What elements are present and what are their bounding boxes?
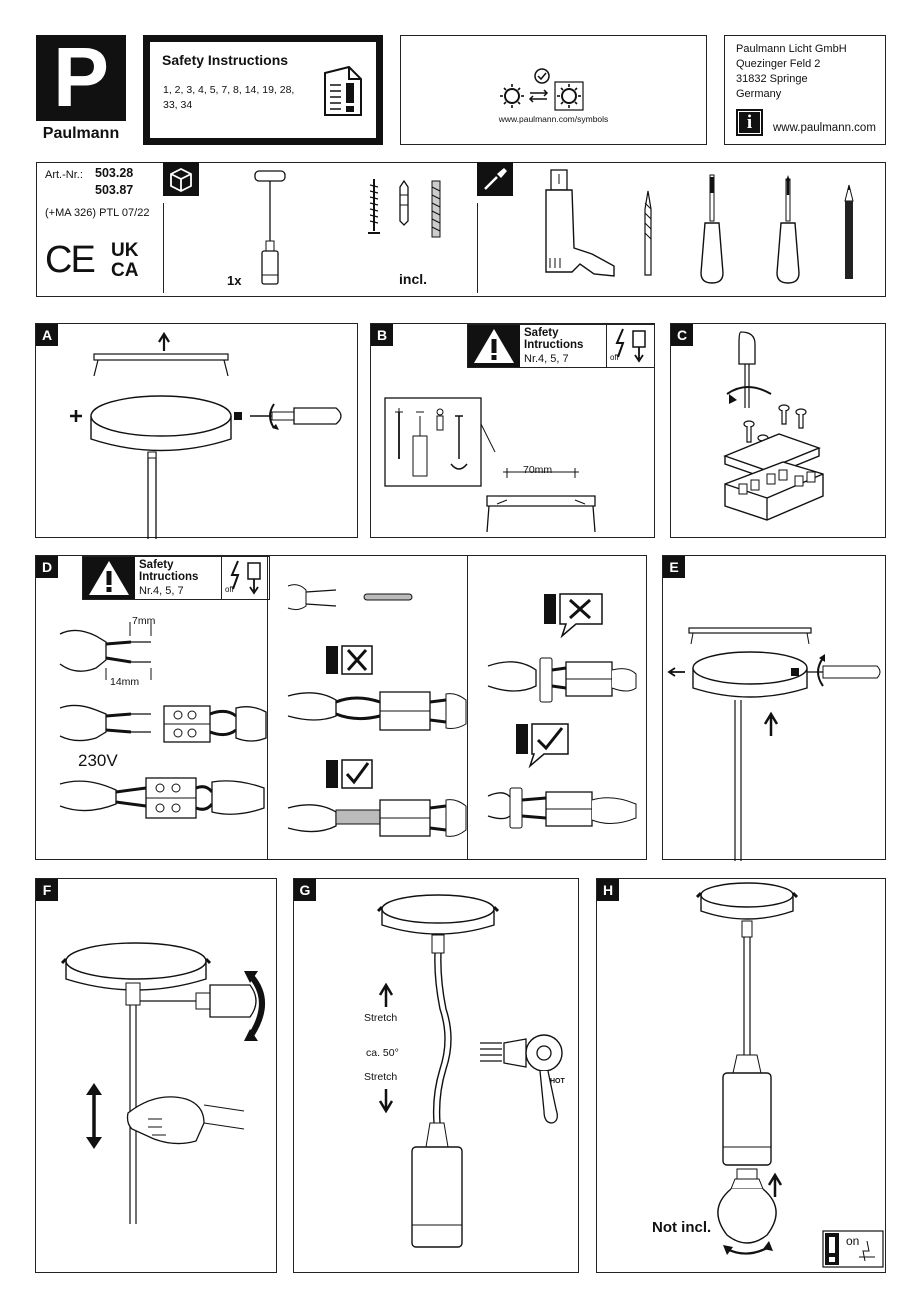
power-on-label: on [846, 1234, 860, 1248]
symbols-box [400, 35, 707, 145]
divider [477, 203, 478, 293]
safety-instructions-box [143, 35, 383, 145]
step-a-drawing [36, 324, 359, 539]
divider [163, 203, 164, 293]
stretch-bottom-label: Stretch [364, 1071, 398, 1083]
tools-icon [477, 162, 513, 196]
safety-numbers-line2: 33, 34 [163, 99, 193, 111]
variant-code: (+MA 326) PTL 07/22 [45, 207, 150, 219]
warning-nr: Nr.4, 5, 7 [524, 353, 569, 365]
power-off-label: off [225, 585, 234, 594]
art-nr-label: Art.-Nr.: [45, 169, 83, 181]
step-h-panel [596, 878, 886, 1273]
step-d-wiring-drawing [36, 556, 648, 861]
step-g-panel [293, 878, 579, 1273]
company-street: Quezinger Feld 2 [736, 58, 821, 70]
warning-nr: Nr.4, 5, 7 [139, 585, 184, 597]
step-c-drawing [671, 324, 887, 539]
pencil-drawing [842, 183, 856, 283]
power-off-label: off [610, 353, 619, 362]
step-a-label: A [36, 324, 58, 346]
company-website: www.paulmann.com [773, 122, 876, 134]
ukca-line2: CA [111, 260, 139, 281]
package-icon [163, 162, 199, 196]
art-nr-2: 503.87 [95, 183, 134, 197]
sun-symbols-icon [497, 66, 587, 111]
step-g-drawing [294, 879, 580, 1274]
ukca-line1: UK [111, 240, 139, 261]
stretch-top-label: Stretch [364, 1012, 398, 1024]
step-b-drawing [371, 324, 656, 539]
step-c-label: C [671, 324, 693, 346]
hot-label: HOT [550, 1078, 565, 1085]
company-name: Paulmann Licht GmbH [736, 43, 847, 55]
paulmann-logo [36, 30, 126, 147]
art-nr-1: 503.28 [95, 166, 134, 180]
step-a-panel [35, 323, 358, 538]
step-b-label: B [371, 324, 393, 346]
step-f-label: F [36, 879, 58, 901]
logo-letter: P [52, 30, 110, 124]
step-f-panel [35, 878, 277, 1273]
product-info-box [36, 162, 886, 297]
symbols-url: www.paulmann.com/symbols [498, 114, 609, 124]
step-e-drawing [663, 556, 887, 861]
drill-drawing [542, 168, 622, 283]
voltage-label: 230V [78, 751, 118, 770]
step-e-label: E [663, 556, 685, 578]
angle-label: ca. 50° [366, 1047, 399, 1059]
step-b-panel [370, 323, 655, 538]
document-warning-icon [323, 65, 363, 117]
step-h-drawing [597, 879, 887, 1274]
step-h-label: H [597, 879, 619, 901]
safety-instructions-title: Safety Instructions [162, 52, 289, 68]
phillips-screwdriver-drawing [773, 173, 803, 288]
company-city: 31832 Springe [736, 73, 808, 85]
step-e-panel [662, 555, 886, 860]
warning-title-1: Safety [139, 559, 174, 571]
company-box [724, 35, 886, 145]
strip-length-short: 7mm [132, 615, 156, 627]
info-icon: i [736, 109, 763, 136]
ce-mark: CE [45, 239, 94, 281]
drill-bit-drawing [642, 189, 654, 277]
company-country: Germany [736, 88, 782, 100]
flat-screwdriver-drawing [697, 173, 727, 288]
step-d-panel [35, 555, 647, 860]
warning-title-2: Intructions [139, 571, 199, 583]
quantity-label: 1x [227, 273, 242, 288]
safety-numbers-line1: 1, 2, 3, 4, 5, 7, 8, 14, 19, 28, [163, 84, 295, 96]
not-included-label: Not incl. [652, 1219, 712, 1236]
warning-title-2: Intructions [524, 339, 584, 351]
step-g-label: G [294, 879, 316, 901]
included-label: incl. [399, 271, 428, 287]
strip-length-long: 14mm [110, 676, 140, 688]
warning-title-1: Safety [524, 327, 559, 339]
step-f-drawing [36, 879, 278, 1274]
brand-name: Paulmann [42, 125, 120, 142]
step-d-label: D [36, 556, 58, 578]
step-c-panel [670, 323, 886, 538]
mounting-distance: 70mm [523, 464, 553, 476]
pendant-lamp-drawing [247, 169, 297, 284]
screws-dowels-drawing [362, 177, 447, 242]
